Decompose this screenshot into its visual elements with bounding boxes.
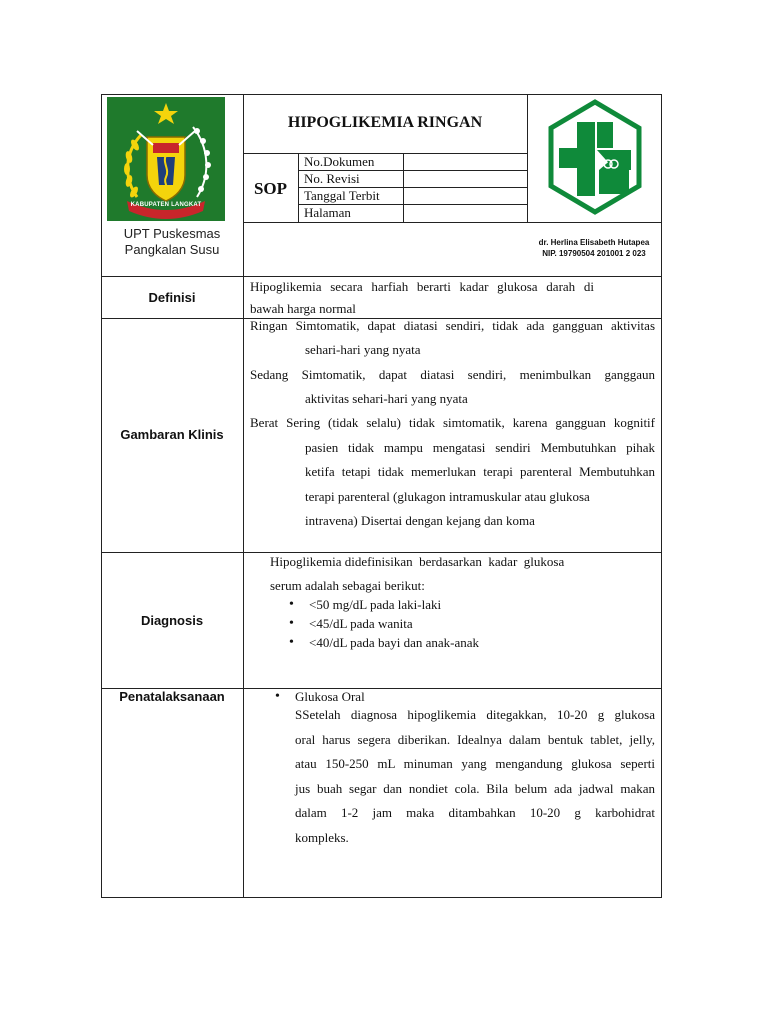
- diagnosis-bullet-list: [285, 595, 479, 652]
- penatalaksanaan-bullet-item: • Glukosa Oral: [271, 687, 365, 706]
- puskesmas-logo: [547, 98, 643, 216]
- logo-ribbon-text: KABUPATEN LANGKAT: [130, 202, 202, 208]
- penatalaksanaan-para-line2: oral harus segera diberikan. Idealnya dalam bentuk tablet, jelly,: [295, 732, 655, 747]
- gambaran-berat-line2: pasien tidak mampu mengatasi sendiri Membutuhkan pihak: [305, 440, 655, 455]
- section-label-diagnosis: Diagnosis: [140, 613, 204, 628]
- gambaran-berat-line5: intravena) Disertai dengan kejang dan koma: [305, 513, 535, 528]
- gambaran-sedang-line1: Sedang Simtomatik, dapat diatasi sendiri, menimbulkan ganggaun: [250, 367, 655, 382]
- section-label-penatalaksanaan: Penatalaksanaan: [119, 689, 225, 704]
- penatalaksanaan-para-line1: SSetelah diagnosa hipoglikemia ditegakkan, 10-20 g glukosa: [295, 707, 655, 722]
- sop-label: SOP: [253, 179, 288, 198]
- definisi-line1: Hipoglikemia secara harfiah berarti kadar glukosa darah di: [250, 279, 594, 294]
- org-name-line1: UPT Puskesmas: [123, 226, 221, 241]
- gambaran-berat-line1: Berat Sering (tidak selalu) tidak simtomatik, karena gangguan kognitif: [250, 415, 655, 430]
- diagnosis-bullet-item: • <40/dL pada bayi dan anak-anak: [285, 633, 479, 652]
- gambaran-berat-line3: ketifa tetapi tidak memerlukan terapi parenteral Membutuhkan: [305, 464, 655, 479]
- meta-label-no-revisi: No. Revisi: [304, 171, 360, 186]
- penatalaksanaan-para-line3: atau 150-250 mL minuman yang mengandung glukosa seperti: [295, 756, 655, 771]
- org-name-line2: Pangkalan Susu: [124, 242, 220, 257]
- penatalaksanaan-bullet-list: [271, 687, 365, 706]
- signatory-name: dr. Herlina Elisabeth Hutapea: [538, 238, 650, 247]
- definisi-line2: bawah harga normal: [250, 301, 356, 316]
- kabupaten-logo: [107, 97, 225, 221]
- document-title: HIPOGLIKEMIA RINGAN: [287, 114, 483, 131]
- section-label-definisi: Definisi: [148, 290, 196, 305]
- diagnosis-line2: serum adalah sebagai berikut:: [270, 578, 425, 593]
- diagnosis-bullet-item: • <50 mg/dL pada laki-laki: [285, 595, 479, 614]
- penatalaksanaan-para-line6: kompleks.: [295, 830, 349, 845]
- signatory-nip: NIP. 19790504 201001 2 023: [542, 249, 646, 258]
- diagnosis-bullet-item: • <45/dL pada wanita: [285, 614, 479, 633]
- gambaran-berat-line4: terapi parenteral (glukagon intramuskular atau glukosa: [305, 489, 590, 504]
- diagnosis-line1: Hipoglikemia didefinisikan berdasarkan kadar glukosa: [270, 554, 565, 569]
- penatalaksanaan-para-line4: jus buah segar dan nondiet cola. Bila belum ada jadwal makan: [295, 781, 655, 796]
- gambaran-sedang-line2: aktivitas sehari-hari yang nyata: [305, 391, 468, 406]
- gambaran-ringan-line1: Ringan Simtomatik, dapat diatasi sendiri, tidak ada gangguan aktivitas: [250, 318, 655, 333]
- meta-label-no-dokumen: No.Dokumen: [304, 154, 375, 169]
- section-label-gambaran-klinis: Gambaran Klinis: [120, 427, 224, 442]
- penatalaksanaan-para-line5: dalam 1-2 jam maka ditambahkan 10-20 g karbohidrat: [295, 805, 655, 820]
- meta-label-tanggal-terbit: Tanggal Terbit: [304, 188, 380, 203]
- gambaran-ringan-line2: sehari-hari yang nyata: [305, 342, 421, 357]
- meta-label-halaman: Halaman: [304, 205, 351, 220]
